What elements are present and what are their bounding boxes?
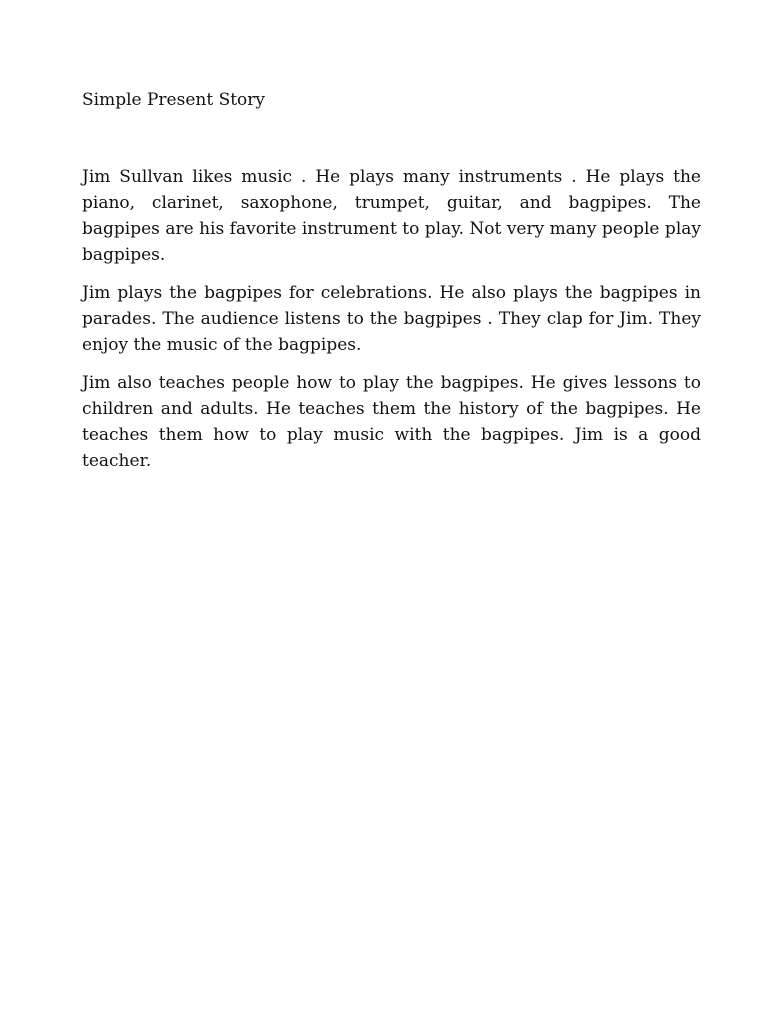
document-title: Simple Present Story [82, 90, 266, 110]
document-content [82, 88, 701, 474]
paragraph-3: Jim also teaches people how to play the bagpipes. He gives lessons to children and adults. He teaches them the history of the bagpipes. He teaches them how to play music with the bagpipes. Jim is a good teacher. [82, 373, 701, 471]
paragraph-2: Jim plays the bagpipes for celebrations. He also plays the bagpipes in parades. The audience listens to the bagpipes . They clap for Jim. They enjoy the music of the bagpipes. [82, 283, 701, 355]
paragraph-1: Jim Sullvan likes music . He plays many instruments . He plays the piano, clarinet, saxophone, trumpet, guitar, and bagpipes. The bagpipes are his favorite instrument to play. Not very many people play bagpipes. [82, 167, 701, 265]
